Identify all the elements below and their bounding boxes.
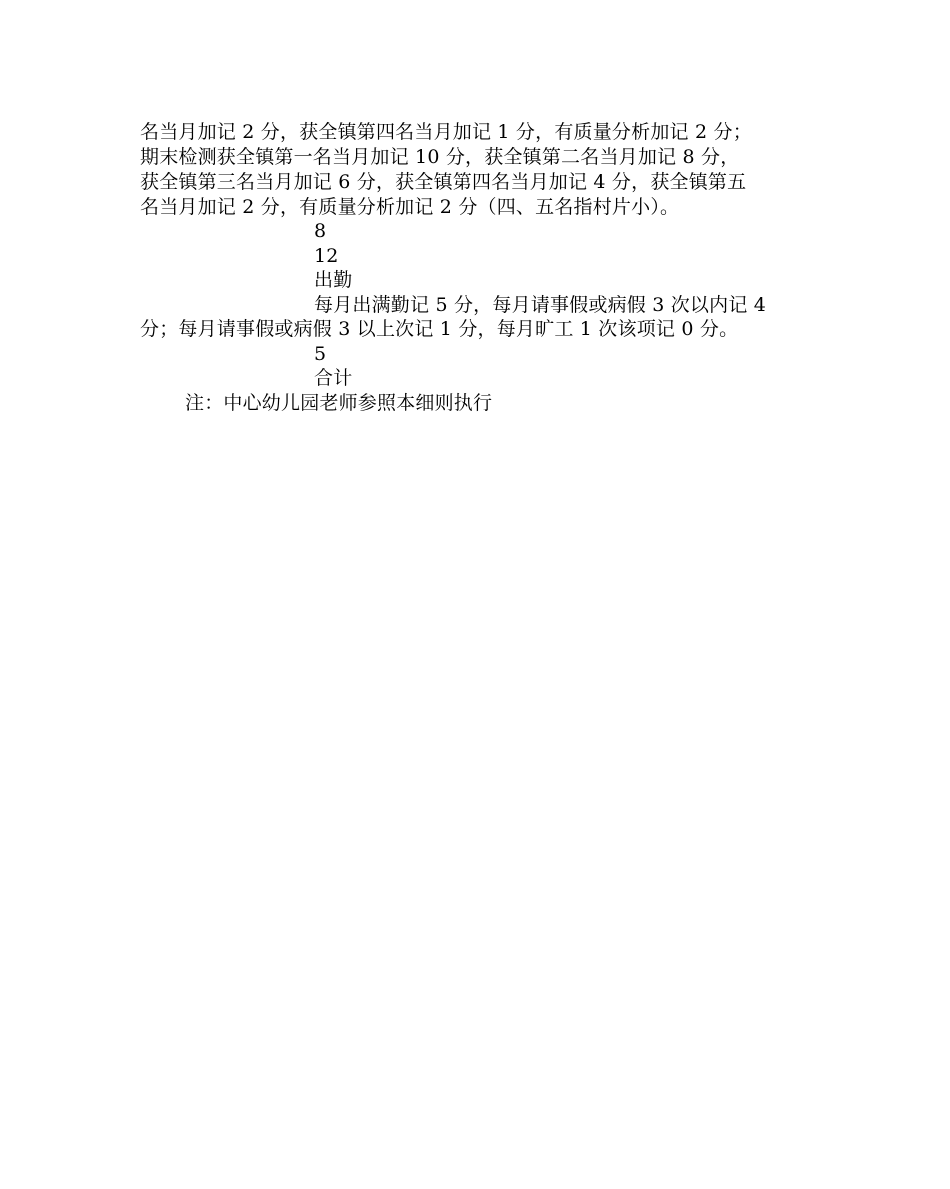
text-line: 获全镇第三名当月加记 6 分，获全镇第四名当月加记 4 分，获全镇第五 xyxy=(140,171,747,193)
text-line: 每月出满勤记 5 分，每月请事假或病假 3 次以内记 4 xyxy=(314,294,767,316)
table-cell-total: 合计 xyxy=(314,367,353,389)
text-line: 名当月加记 2 分，有质量分析加记 2 分（四、五名指村片小）。 xyxy=(140,196,680,218)
table-cell-value: 12 xyxy=(314,245,339,267)
text-line: 期末检测获全镇第一名当月加记 10 分，获全镇第二名当月加记 8 分， xyxy=(140,146,740,168)
table-cell-value: 5 xyxy=(314,343,327,365)
text-line: 名当月加记 2 分，获全镇第四名当月加记 1 分，有质量分析加记 2 分； xyxy=(140,121,752,143)
table-cell-category: 出勤 xyxy=(314,269,353,291)
text-line: 分；每月请事假或病假 3 以上次记 1 分，每月旷工 1 次该项记 0 分。 xyxy=(140,318,739,340)
note-line: 注：中心幼儿园老师参照本细则执行 xyxy=(185,392,493,414)
table-cell-value: 8 xyxy=(314,220,327,242)
